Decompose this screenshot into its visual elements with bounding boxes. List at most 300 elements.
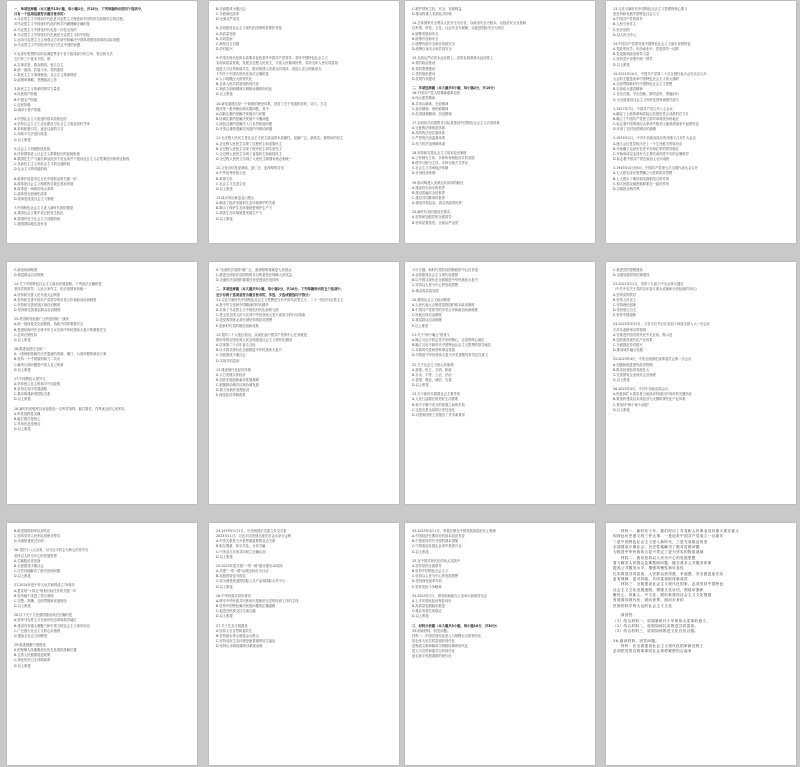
text-line: A.听党指挥是灵魂: [14, 411, 41, 416]
text-line: A.中国经济长期向好的基本面没有变: [412, 534, 465, 539]
document-page[interactable]: [606, 262, 796, 504]
text-line: B.统一战线、武装斗争、党的建设: [14, 67, 64, 72]
text-line: A.确立习近平同志党中央的核心、全党的核心地位: [412, 337, 485, 342]
text-line: 团结带领全国各族人民全面建成社会主义现代化强国: [216, 337, 292, 342]
text-line: D.以上都是: [412, 383, 429, 388]
text-line: B.我国在生产力落后商品经济不发达条件下建设社会主义必然要经历的特定阶段: [14, 157, 130, 162]
text-line: A.统一战线是党克敌制胜、执政兴国的重要法宝: [14, 322, 84, 327]
text-line: A.实事求是、群众路线、独立自主: [14, 62, 64, 67]
text-line: C.我国国际地位没有变: [14, 221, 48, 226]
text-line: B.全体人民共同富裕的现代化: [216, 82, 259, 87]
text-line: A.坚持独立自主的和平外交政策: [14, 381, 61, 386]
text-line: D.坚持深化改革开放: [412, 579, 442, 584]
text-line: C.历史性地解决了绝对贫困问题: [14, 569, 61, 574]
text-line: D.有力的法治保障体系: [412, 141, 446, 146]
text-line: D.推动城乡融合发展: [613, 348, 643, 353]
text-line: A.共建"一带一路"从理念转化为行动: [216, 569, 269, 574]
text-line: 《中共中央关于党的百年奋斗重大成就和历史经验的决议》: [613, 287, 699, 292]
text-line: A.富强、民主、文明、和谐: [412, 367, 452, 372]
text-line: D.全面从严治党: [216, 17, 240, 22]
text-line: 扎实推进共同富裕，人民群众获得感、幸福感、安全感更加充实: [613, 571, 724, 576]
text-line: C.党的组织建设: [412, 71, 436, 76]
text-line: 11.习近平新时代中国特色社会主义思想是当代中国马克思主义、二十一世纪马克思主义: [216, 297, 344, 302]
text-line: 2.毛泽东思想的活的灵魂是贯穿于各个组成部分的立场、观点和方法: [14, 52, 113, 57]
text-line: B.按劳分配为主体、多种分配方式并存: [412, 161, 469, 166]
text-line: B.坚持人民至上: [613, 297, 637, 302]
text-line: C.爱国、敬业、诚信、友善: [412, 377, 452, 382]
document-page[interactable]: [405, 262, 595, 504]
text-line: A.我国社会主要矛盾已经发生转化: [14, 211, 64, 216]
text-line: 13.习近平新时代中国特色社会主义思想的核心要义: [613, 7, 688, 11]
text-line: 是人与自然和谐共生的现代化: [412, 649, 455, 654]
text-line: B.能打胜仗是核心: [14, 416, 41, 421]
text-line: 请回答：: [613, 613, 637, 618]
text-line: C.全面建成小康社会: [216, 353, 246, 358]
text-line: A.任何国家进入社会主义都要经历的起始阶段: [14, 151, 80, 156]
text-line: B.采取积极引导、逐步过渡的方式: [14, 127, 64, 132]
text-line: A.确定了土地革命和武装反抗国民党反动派的总方针: [613, 111, 689, 116]
text-line: C.推动构建新型国际关系: [14, 392, 51, 397]
text-line: D.以上都是: [14, 604, 31, 609]
text-line: B.革命文化: [216, 176, 233, 181]
text-line: 15.巩固和发展最广泛的爱国统一战线: [14, 317, 69, 322]
text-line: 13.绿水青山就是金山银山: [216, 196, 255, 200]
text-line: C.对新时代党和国家事业发展: [412, 348, 455, 353]
text-line: 为推进中华民族伟大复兴奠定了更为坚实的物质基础: [613, 550, 704, 555]
text-line: 20.我国社会主义政治制度: [412, 297, 451, 302]
text-line: C.改革是全面深化改革: [14, 192, 48, 196]
text-line: A.建设持久和平的世界: [412, 185, 445, 190]
text-line: B.坚持稳中求进工作总基调: [14, 593, 54, 598]
text-line: B.马克思主义中国化时代化就是马克思主义的中国化: [14, 32, 90, 37]
text-line: D.对党和国家工作提出了许多新要求: [412, 412, 466, 417]
text-line: E.坚持发扬斗争精神: [412, 584, 442, 589]
text-line: C.建设共同繁荣的世界: [412, 196, 446, 200]
text-line: C.统筹传统安全和非传统安全: [412, 41, 455, 46]
text-line: 17.中国特色大国外交: [14, 376, 46, 381]
text-line: B.揭示了保护生态环境就是保护生产力: [216, 206, 273, 211]
text-line: 发展面向现代化、面向世界、面向未来的: [613, 598, 684, 603]
text-line: B.以中国式现代化全面推进中华民族伟大复兴: [412, 278, 478, 283]
text-line: A.中美关系是当今世界最重要的双边关系: [216, 539, 276, 544]
text-line: C.物质文明和精神文明相协调的现代化: [216, 87, 273, 92]
text-line: C.中美双方应该共同树立正确认知: [216, 549, 266, 554]
text-line: B.井冈山精神、长征精神: [412, 101, 449, 106]
text-line: 14.关于中国特色社会主义政治发展道路，下列说法正确的是: [14, 282, 102, 287]
text-line: A.阐述了经济发展和生态环境保护的关系: [216, 201, 276, 206]
text-line: B.相互尊重、和平共处、合作共赢: [216, 544, 266, 549]
text-line: C.运用马克思主义立场观点方法研究和解决中国革命建设改革的实际问题: [14, 37, 120, 42]
text-line: C.农民阶级: [14, 102, 31, 107]
text-line: D.着力发展开放型经济: [216, 388, 250, 393]
text-line: B.要加快建设以实体经济为支撑的现代化产业体系: [613, 397, 686, 402]
text-line: B.完善人民健康促进政策: [14, 653, 51, 658]
text-line: C.延安精神、西柏坡精神: [412, 106, 449, 111]
text-line: 民族的科学的大众的社会主义文化: [613, 603, 673, 608]
text-line: A.改革是社会主义制度的自我完善和发展: [14, 181, 74, 186]
text-line: A.创新注重的是解决发展动力问题: [216, 111, 266, 116]
text-line: 是物质文明和精神文明相协调的现代化: [412, 644, 469, 649]
text-line: 24.1979年1月1日，中美两国正式建立外交关系: [216, 529, 287, 533]
text-line: D.统筹自身安全和共同安全: [412, 47, 452, 52]
text-line: D.以上都是: [14, 367, 31, 372]
text-line: D.推动构建人类命运共同体: [412, 12, 452, 17]
text-line: 坚持以人民为中心的发展思想: [14, 553, 57, 558]
text-line: D.改革是改变社会主义制度: [14, 197, 54, 202]
text-line: B.坚持走和平发展道路: [14, 387, 47, 392]
text-line: A.人民日益增长的美好生活需要: [412, 397, 459, 402]
text-line: 27.2024年是中华人民共和国成立75周年: [14, 583, 75, 588]
text-line: 12.党的二十大报告指出，从现在起中国共产党的中心任务就是: [216, 332, 307, 337]
text-line: E.是新时代党的理论创新成果: [216, 323, 259, 328]
text-line: 15.2022年10月，中国共产党第二十次全国代表大会在北京召开: [613, 71, 707, 76]
text-line: E.以上都是: [412, 323, 429, 328]
text-line: D.党的作风建设: [412, 76, 436, 81]
text-line: D.以上都是: [14, 337, 31, 342]
text-line: 9."全面依法治国"最广泛、最深厚的基础是人民群众: [216, 268, 292, 272]
text-line: B.全面建成小康社会: [14, 563, 44, 568]
text-line: D.以上都是: [216, 584, 233, 589]
text-line: C.深化医药卫生体制改革: [14, 658, 51, 663]
text-line: D.自我批评的作风: [613, 186, 640, 191]
document-page[interactable]: [209, 1, 399, 243]
text-line: A.高质量发展: [216, 31, 236, 36]
text-line: 4.中国社会主义改造的基本经验包括: [14, 116, 67, 121]
text-line: A.坚持社会主义工业化建设与社会主义改造同时并举: [14, 122, 90, 127]
text-line: D.以上都是: [613, 377, 630, 382]
text-line: 5.社会主义初级阶段是指: [14, 146, 51, 151]
text-line: E.深化经济体制改革: [216, 393, 246, 398]
text-line: 坚持党的领导、人民当家作主、依法治国有机统一: [14, 287, 87, 292]
text-line: 33.2023年4月1日，李强总理在中国发展高层论坛上强调: [412, 529, 496, 533]
text-line: 27.关于生态文明建设: [216, 623, 248, 628]
text-line: D.以上都是: [14, 427, 31, 432]
text-line: B.高效的法治实施体系: [412, 131, 445, 136]
text-line: 15.全面从严治党永远在路上，党的自我革命永远在路上: [412, 56, 494, 61]
text-line: C.促进各民族交往交流交融: [216, 609, 256, 614]
text-line: 2.1935年1月，中共中央政治局在贵州遵义召开扩大会议: [613, 136, 696, 141]
text-line: 江苏代表团审议时强调: [613, 327, 646, 332]
text-line: B.全过程人民民主实现了程序民主和实质民主: [216, 146, 282, 151]
text-line: 三、材料分析题（本大题共3小题，每小题10分，共30分）: [412, 623, 500, 628]
text-line: C.社会主义先进文化: [216, 181, 246, 186]
text-line: B.建设具有强大凝聚力和引领力的社会主义意识形态: [14, 623, 90, 628]
text-line: 24.2023年3月5日，习近平总书记在参加十四届全国人大一次会议: [613, 322, 710, 327]
text-line: C.就业形势总体稳定: [412, 609, 442, 614]
text-line: B.协调注重的是解决发展不平衡问题: [216, 116, 269, 121]
text-line: C.开始形成以毛泽东为主要代表的党中央的正确领导: [613, 151, 689, 156]
text-line: A.坚持人与自然和谐共生: [216, 628, 253, 633]
text-line: D.以上都是: [412, 614, 429, 619]
text-line: B.建设普遍安全的世界: [412, 190, 445, 195]
text-line: D.以上都是: [14, 574, 31, 579]
text-line: C.积极推动城乡区域协调发展: [216, 383, 259, 388]
document-page[interactable]: [606, 1, 796, 243]
text-line: 23.关于新时代我国社会主要矛盾: [412, 392, 461, 397]
text-line: B.确立习近平新时代中国特色社会主义思想的指导地位: [412, 343, 492, 348]
text-line: B.自由、平等、公正、法治: [412, 372, 452, 377]
text-line: A.遵义会议是党的历史上一个生死攸关的转折点: [613, 141, 683, 146]
text-line: B.党是最高政治领导力量: [613, 52, 650, 57]
text-line: C.坚持以人民为中心的发展思想: [412, 574, 459, 579]
text-line: 是走和平发展道路的现代化: [412, 654, 452, 659]
text-line: A.是中华文化和中国精神的时代精华: [216, 302, 269, 307]
text-line: 29.推进健康中国建设: [14, 642, 46, 647]
text-line: A.一国两制是解决历史遗留的香港、澳门、台湾问题的最佳方案: [14, 352, 107, 357]
text-line: C.坚持良好生态环境是最普惠的民生福祉: [216, 638, 276, 643]
text-line: C.必须长期坚持: [14, 332, 38, 337]
text-line: D.以上都是: [14, 663, 31, 668]
text-line: A.中华优秀传统文化: [216, 171, 246, 176]
text-line: 大会的主题是高举中国特色社会主义伟大旗帜: [613, 76, 679, 81]
text-line: D.政策和策略、思想政治工作: [14, 78, 58, 83]
text-line: B.推进国防和军队现代化: [14, 529, 51, 533]
text-line: 21.关于"两个确立"的意义: [412, 332, 450, 337]
text-line: A.恢复和扩大需求是当前经济持续回升向好的关键所在: [613, 392, 693, 397]
text-line: C.社会主义市场经济体制: [412, 166, 449, 171]
document-page[interactable]: [405, 523, 595, 765]
text-line: 材料：在全面建设社会主义现代化国家新征程上: [613, 643, 704, 648]
text-line: D.建设开放包容、清洁美丽的世界: [412, 201, 462, 206]
text-line: D.以上都是: [216, 92, 233, 97]
text-line: B.推动民营经济发展壮大: [613, 367, 650, 372]
text-line: C.坚持以人民为中心的发展思想: [412, 283, 459, 288]
text-line: 二是中国特色社会主义进入新时代，三是完成脱贫攻坚: [613, 539, 708, 544]
text-line: A.大力发展实体经济: [216, 372, 246, 377]
text-line: 更有保障、更可持续，共同富裕取得新成效: [613, 577, 688, 582]
text-line: 只有一个选项是最符合题目要求的）: [14, 12, 67, 17]
text-line: A.七大把毛泽东思想确立为党的指导思想: [613, 171, 673, 176]
text-line: 3.新民主主义革命的领导力量是: [14, 87, 61, 92]
text-line: C.民族区域自治制度: [412, 313, 442, 318]
text-line: B.七大提出了理论和实践相结合的作风: [613, 176, 670, 181]
text-line: 1.马克思主义中国化时代化是马克思主义理论同中国具体实际相结合的过程。: [14, 17, 126, 22]
text-line: D.坚持山水林田湖草沙系统治理: [216, 644, 263, 649]
text-line: 全面建成小康社会，历史性地解决了绝对贫困问题: [613, 545, 700, 550]
text-line: C.完善国有企业现代企业制度: [613, 372, 656, 377]
text-line: A.坚持党的全面领导: [412, 563, 442, 568]
text-line: D.全面推进依法治军: [14, 539, 44, 544]
text-line: C.从新民主主义到社会主义的过渡阶段: [14, 162, 71, 167]
text-line: A.在推进中国式现代化中走在前、做示范: [613, 332, 673, 337]
text-line: 17.全面依法治国的总目标是建设中国特色社会主义法治体系: [412, 120, 500, 125]
text-line: D.抗美援朝精神、抗疫精神: [412, 111, 452, 116]
text-line: 实现高质量发展，发展全过程人民民主，丰富人民精神世界，实现全体人民共同富裕: [216, 61, 338, 66]
text-line: 是全体人民共同富裕的现代化: [412, 638, 455, 643]
text-line: D.以上都是: [216, 186, 233, 191]
text-line: D.计划经济体制: [412, 171, 436, 176]
text-line: D.全过程人民民主实现了人民民主和国家意志相统一: [216, 157, 293, 162]
text-line: 二、多项选择题（本大题共5小题，每小题2分，共10分）: [412, 86, 498, 91]
text-line: 它们有三个基本方面，即: [14, 57, 51, 62]
text-line: B.我国仍处于社会主义初级阶段: [14, 216, 61, 221]
text-line: 13.建设现代化经济体系: [216, 367, 251, 372]
text-line: A.坚持马克思主义在意识形态领域指导地位: [14, 618, 77, 623]
text-line: A.上半年国民经济恢复向好: [412, 598, 452, 603]
text-line: C.广泛践行社会主义核心价值观: [14, 628, 61, 633]
text-line: D.以上都是: [14, 137, 31, 142]
text-line: 26.2023年4月，中共中央政治局会议: [613, 387, 669, 392]
text-line: B.加快建设现代化产业体系: [613, 337, 653, 342]
text-line: A.伟大建党精神: [412, 96, 436, 101]
text-line: D.社会主义的低级阶段: [14, 167, 48, 172]
text-line: B.中国共产党领导的多党合作和政治协商制度: [412, 308, 478, 313]
text-line: B.全面建成小康社会: [216, 7, 246, 11]
text-line: A.全面贯彻新时代中国特色社会主义思想: [613, 82, 673, 87]
document-page[interactable]: [7, 1, 197, 243]
text-line: 以军事、科技、文化、社会安全为保障，以促进国际安全为依托: [412, 26, 505, 31]
text-line: 材料一：中国式现代化是人口规模巨大的现代化: [412, 633, 482, 638]
document-page[interactable]: [209, 523, 399, 765]
text-line: 促进人与自然和谐共生，推动构建人类命运共同体，创造人类文明新形态: [216, 66, 322, 71]
text-line: C.严密的法治监督体系: [412, 136, 446, 141]
text-line: 18.新时代的强军目标是建设一支听党指挥、能打胜仗、作风优良的人民军队: [14, 406, 125, 411]
text-line: C.维护国家主权、安全、发展利益: [412, 7, 462, 11]
text-line: D.马克思主义中国化时代化只关注中国的问题: [14, 43, 81, 48]
text-line: 7.中国特色社会主义进入新时代的依据是: [14, 206, 74, 211]
text-line: 26.党的十八大以来，以习近平同志为核心的党中央: [14, 548, 89, 553]
text-line: D.以上都是: [216, 216, 233, 221]
text-line: B.中国无产阶级: [14, 97, 38, 102]
text-line: A.完备的法律规范体系: [412, 126, 445, 131]
text-line: E.坚持中国道路: [613, 313, 636, 318]
text-line: D.提高全社会文明程度: [14, 633, 48, 638]
text-line: A.加强和改进国有经济管理: [613, 362, 653, 367]
text-line: 路径等一系列理论和实践问题，其中: [216, 106, 269, 111]
text-line: D.以上都是: [412, 549, 429, 554]
text-line: 对马克思主义中国化时代化的科学内涵理解正确的是: [14, 22, 90, 27]
text-line: A.把保障人民健康放在优先发展的战略位置: [14, 648, 77, 653]
document-page[interactable]: [405, 1, 595, 243]
text-line: （3）结合材料三，说明如何推进文化自信自强。: [613, 629, 699, 634]
text-line: D.为全面建设社会主义现代化国家而团结奋斗: [613, 97, 680, 102]
document-page[interactable]: [209, 262, 399, 504]
text-line: D.坚持独立自主: [613, 308, 637, 313]
text-line: B.改革是一场新的伟大革命: [14, 186, 54, 191]
text-line: A.全面建成社会主义现代化强国: [412, 273, 459, 278]
text-line: 2023年11月，习近平同美国总统在旧金山举行会晤: [216, 534, 292, 539]
text-line: 材料三：全面建设社会主义现代化国家，必须坚持中国特色: [613, 582, 724, 587]
text-line: C.要坚持"两个毫不动摇": [613, 402, 650, 407]
text-line: C.推进党的思想建设: [613, 268, 643, 272]
document-page[interactable]: [7, 523, 197, 765]
text-line: B.实现了马克思主义中国化时代化新的飞跃: [216, 308, 279, 313]
text-line: 材料二：我们坚持以人民为中心的发展思想: [613, 555, 696, 560]
text-line: C.成为深受欢迎的国际公共产品和国际合作平台: [216, 579, 286, 584]
text-line: B.坚持绿水青山就是金山银山: [216, 633, 259, 638]
text-line: B.以中国式现代化全面推进中华民族伟大复兴: [216, 348, 282, 353]
text-line: C.坚持理论创新: [613, 302, 637, 307]
text-line: D.全面加强党的纪律建设: [613, 273, 650, 278]
text-line: D.以上都是: [613, 62, 630, 67]
text-line: A.人口规模巨大的现代化: [216, 76, 253, 81]
text-line: 25.2023年4月，中央全面深化改革委员会第一次会议: [613, 357, 692, 362]
text-line: 14.总体国家安全观以人民安全为宗旨，以政治安全为根本，以经济安全为基础: [412, 21, 527, 26]
text-line: 至少有两个选项是符合题目要求的，多选、少选或错选均不得分）: [216, 292, 312, 297]
text-line: B.中国坚持对外开放的基本国策: [412, 539, 459, 544]
text-line: A.是实现"十四五"规划目标任务的关键一年: [14, 588, 77, 593]
text-line: D.开辟了农村包围城市的道路: [613, 127, 657, 132]
text-line: A.统筹发展和安全: [412, 31, 439, 36]
text-line: C.用和平方法进行改造: [14, 132, 48, 137]
text-line: 14.中国共产党领导是中国特色社会主义最本质的特征: [613, 41, 691, 46]
text-line: 33.在中国式现代化的伟大实践中: [412, 558, 461, 563]
text-line: A.马克思主义中国化时代化是一次性完成的: [14, 27, 77, 32]
document-page[interactable]: [606, 523, 796, 765]
text-line: 35.阅读材料，回答问题。: [412, 628, 451, 633]
text-line: D.是党和国家必须长期坚持的指导思想: [216, 318, 273, 323]
text-line: 和深远历史意义的三件大事：一是迎来中国共产党成立一百周年: [613, 534, 724, 539]
text-line: B.高质量发展稳步推进: [412, 604, 445, 609]
text-line: C.全面推进乡村振兴: [613, 343, 643, 348]
text-line: A.打赢脱贫攻坚战: [14, 558, 41, 563]
text-line: 1.1927年7月，中国共产党召开八七会议: [613, 106, 673, 111]
text-line: C.科技自立自强: [216, 41, 240, 46]
text-line: 20.新时代党的建设总要求: [412, 210, 451, 215]
document-page[interactable]: [7, 262, 197, 504]
text-line: B.从愿景转变为现实: [216, 574, 246, 579]
text-line: C.坚持和完善民族区域自治制度: [14, 302, 61, 307]
text-line: A.坚持和加强党的全面领导: [412, 215, 452, 220]
text-line: 22.关于社会主义核心价值观: [412, 362, 454, 367]
text-line: B.党的思想建设: [412, 66, 436, 71]
text-line: D.基层群众自治制度: [14, 273, 44, 278]
text-line: A.全过程人民民主实现了过程民主和成果民主: [216, 141, 282, 146]
text-line: 26.中华民族共同体意识: [216, 593, 251, 598]
text-line: B.开始确立毛泽东在党中央和红军的领导地位: [613, 146, 679, 151]
text-line: 下列关于中国式现代化说法正确的是: [216, 71, 269, 76]
text-line: D.基层群众自治制度: [412, 318, 442, 323]
text-line: A.中国共产党的领导: [613, 17, 643, 22]
text-line: D.全面依法治国的重要任务是建设法治国家: [216, 278, 279, 283]
text-line: B.坚持中国特色社会主义: [412, 569, 449, 574]
text-line: C.绿色注重的是解决人与自然和谐问题: [216, 122, 273, 127]
text-line: A.坚持和完善人民代表大会制度: [14, 292, 61, 297]
text-line: C.坚持党对人民军队的绝对领导: [14, 534, 61, 539]
text-line: B.和不平衡不充分的发展之间的矛盾: [412, 402, 465, 407]
text-line: 16.推进祖国完全统一: [14, 347, 46, 352]
text-line: B.统筹开放和安全: [412, 36, 439, 41]
text-line: 28.以下关于文化强国建设说法正确的是: [14, 613, 72, 618]
text-line: 18.坚持和完善社会主义基本经济制度: [412, 150, 467, 155]
text-line: C.推进全面依法治国的根本目的是依法保障人民权益: [216, 273, 292, 278]
text-line: 8.全面建设社会主义现代化国家的首要任务是: [216, 26, 282, 31]
text-line: D.坚持和完善基层群众自治制度: [14, 308, 61, 313]
text-line: B.人民当家作主: [613, 22, 637, 27]
text-line: C.新民主主义革命理论、社会主义革命理论: [14, 72, 77, 77]
text-line: B.坚持中国特色解决民族问题的正确道路: [216, 604, 276, 609]
text-line: 12.文化自信是更基础、更广泛、更深厚的自信: [216, 166, 284, 171]
text-line: C.全过程人民民主实现了直接民主和间接民主: [216, 151, 282, 156]
text-line: D.乡村振兴: [216, 47, 233, 52]
text-line: A.党政军民学，东西南北中，党是领导一切的: [613, 47, 679, 52]
text-line: A.铸牢中华民族共同体意识是新时代党的民族工作的主线: [216, 598, 299, 603]
text-line: C.是全党全国人民为实现中华民族伟大复兴而奋斗的行动指南: [216, 313, 306, 318]
text-line: 不可分割。新时代党的治国理政的中心任务是: [412, 268, 478, 272]
text-line: 25.2023年是共建"一带一路"倡议提出10周年: [216, 563, 284, 568]
text-line: 社会主义文化发展道路，增强文化自信，围绕举旗帜: [613, 587, 704, 592]
text-line: 36.阅读材料，回答问题。: [613, 638, 660, 643]
text-line: 材料一：新时代十年，我们经历了对党和人民事业具有重大现实意义: [613, 529, 740, 533]
text-line: B.是团结海内外全体中华儿女实现中华民族伟大复兴的重要法宝: [14, 327, 107, 332]
text-line: B.弘扬伟大建党精神: [613, 87, 643, 92]
text-line: D.对推进中华民族伟大复兴历史进程具有决定性意义: [412, 353, 489, 358]
text-line: C.依法治国: [613, 27, 630, 32]
text-line: 提高公共服务水平，增强均衡性和可及性: [613, 566, 684, 571]
text-line: 34.2023年7月，国务院新闻办公室举行新闻发布会: [412, 593, 488, 598]
text-line: C.改善生态环境就是发展生产力: [216, 211, 263, 216]
text-line: A.民族资产阶级: [14, 92, 38, 97]
